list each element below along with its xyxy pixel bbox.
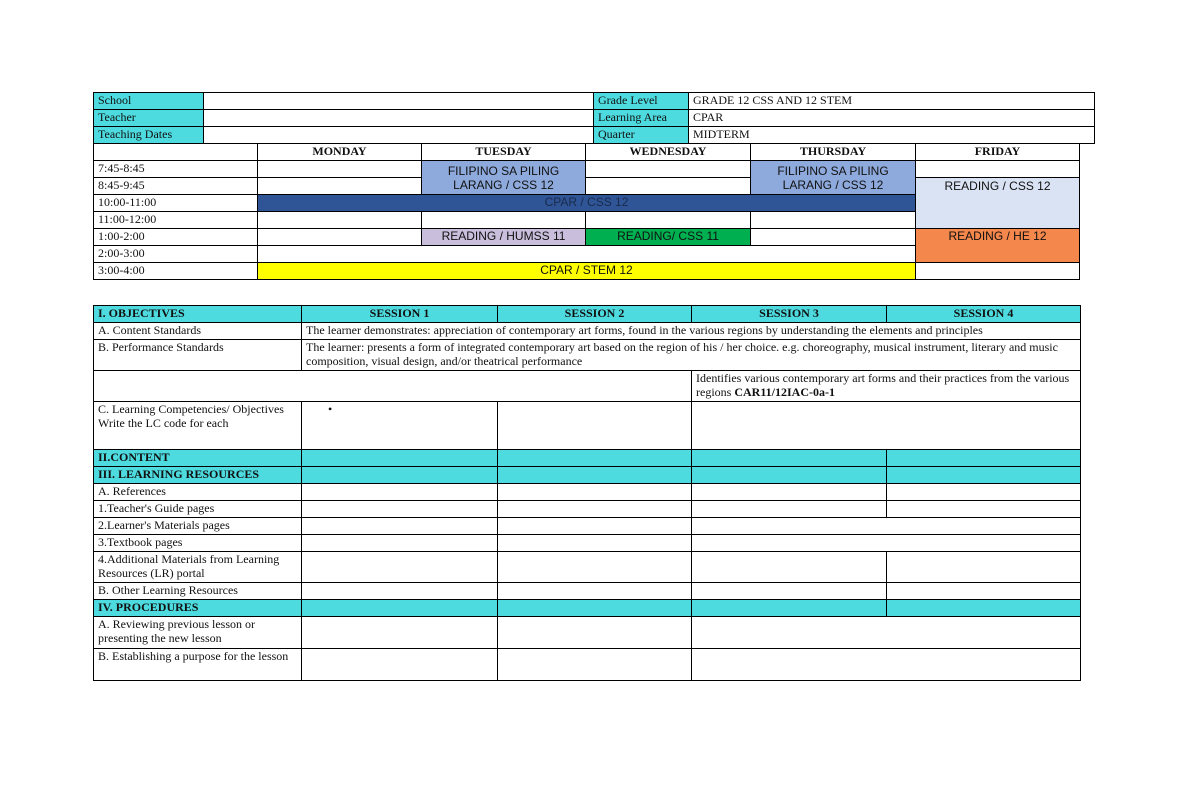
competency-description: Identifies various contemporary art forms and their practices from the various regions [696, 371, 1070, 399]
time-slot-2: 8:45-9:45 [94, 178, 258, 195]
schedule-cell [422, 212, 586, 229]
performance-standards-text[interactable]: The learner: presents a form of integrated contemporary art based on the region of his / her choice. e.g. choreography, musical instrument, literary and music composition, visual design, and/or theatrical performance [302, 340, 1081, 371]
teacher-field[interactable] [204, 110, 594, 127]
references-label: A. References [94, 484, 302, 501]
plan-cell[interactable] [498, 552, 692, 583]
textbook-label: 3.Textbook pages [94, 535, 302, 552]
lesson-plan-table [93, 305, 1081, 681]
objectives-header: I. OBJECTIVES [94, 306, 302, 323]
session-2-header: SESSION 2 [498, 306, 692, 323]
day-friday: FRIDAY [916, 144, 1080, 161]
learning-competencies-label: C. Learning Competencies/ Objectives Write the LC code for each [94, 402, 302, 450]
procedures-header: IV. PROCEDURES [94, 600, 302, 617]
time-slot-4: 11:00-12:00 [94, 212, 258, 229]
quarter-label: Quarter [594, 127, 689, 144]
competency-text[interactable] [692, 371, 1081, 402]
schedule-cell [916, 263, 1080, 280]
plan-cell[interactable] [302, 583, 498, 600]
day-tuesday: TUESDAY [422, 144, 586, 161]
class-reading-css12-friday: READING / CSS 12 [916, 178, 1080, 229]
class-reading-humss11: READING / HUMSS 11 [422, 229, 586, 246]
schedule-cell [586, 178, 751, 195]
schedule-corner [94, 144, 258, 161]
bullet: • [328, 402, 333, 416]
time-slot-6: 2:00-3:00 [94, 246, 258, 263]
schedule-cell [258, 246, 916, 263]
other-resources-label: B. Other Learning Resources [94, 583, 302, 600]
session-3-header: SESSION 3 [692, 306, 887, 323]
schedule-cell [258, 178, 422, 195]
plan-cell[interactable] [498, 583, 692, 600]
plan-cell[interactable] [302, 649, 498, 681]
session-1-header: SESSION 1 [302, 306, 498, 323]
plan-cell[interactable] [302, 552, 498, 583]
plan-cell[interactable] [887, 484, 1081, 501]
plan-cell[interactable] [498, 501, 692, 518]
cyan-cell [498, 467, 692, 484]
plan-cell[interactable] [498, 484, 692, 501]
school-field[interactable] [204, 93, 594, 110]
cyan-cell [498, 450, 692, 467]
learning-area-value[interactable]: CPAR [689, 110, 1095, 127]
cyan-cell [887, 450, 1081, 467]
plan-cell[interactable] [692, 649, 1081, 681]
plan-cell[interactable] [692, 583, 887, 600]
schedule-cell [751, 212, 916, 229]
cyan-cell [692, 467, 887, 484]
content-header: II.CONTENT [94, 450, 302, 467]
plan-cell[interactable] [692, 484, 887, 501]
plan-cell[interactable] [498, 649, 692, 681]
content-standards-text[interactable]: The learner demonstrates: appreciation of contemporary art forms, found in the various regions by understanding the elements and principles [302, 323, 1081, 340]
plan-cell[interactable] [692, 535, 1081, 552]
session-1-competency[interactable] [302, 402, 498, 450]
time-slot-3: 10:00-11:00 [94, 195, 258, 212]
class-reading-he12: READING / HE 12 [916, 229, 1080, 263]
cyan-cell [692, 450, 887, 467]
learners-materials-label: 2.Learner's Materials pages [94, 518, 302, 535]
competency-code: CAR11/12IAC-0a-1 [734, 385, 835, 399]
cyan-cell [302, 450, 498, 467]
day-wednesday: WEDNESDAY [586, 144, 751, 161]
day-thursday: THURSDAY [751, 144, 916, 161]
schedule-cell [258, 212, 422, 229]
cyan-cell [887, 600, 1081, 617]
plan-cell[interactable] [692, 518, 1081, 535]
cyan-cell [302, 467, 498, 484]
quarter-value[interactable]: MIDTERM [689, 127, 1095, 144]
plan-cell[interactable] [887, 501, 1081, 518]
competency-blank [94, 371, 692, 402]
session-4-header: SESSION 4 [887, 306, 1081, 323]
time-slot-5: 1:00-2:00 [94, 229, 258, 246]
time-slot-1: 7:45-8:45 [94, 161, 258, 178]
teacher-label: Teacher [94, 110, 204, 127]
plan-cell[interactable] [692, 552, 887, 583]
grade-level-value[interactable]: GRADE 12 CSS AND 12 STEM [689, 93, 1095, 110]
session-2-competency[interactable] [498, 402, 692, 450]
schedule-cell [258, 229, 422, 246]
content-standards-label: A. Content Standards [94, 323, 302, 340]
plan-cell[interactable] [302, 501, 498, 518]
cyan-cell [692, 600, 887, 617]
session-3-4-competency[interactable] [692, 402, 1081, 450]
cyan-cell [498, 600, 692, 617]
plan-cell[interactable] [302, 484, 498, 501]
header-table [93, 92, 1095, 144]
class-filipino-tuesday: FILIPINO SA PILING LARANG / CSS 12 [422, 161, 586, 195]
plan-cell[interactable] [692, 501, 887, 518]
additional-materials-label: 4.Additional Materials from Learning Resources (LR) portal [94, 552, 302, 583]
performance-standards-label: B. Performance Standards [94, 340, 302, 371]
schedule-cell [586, 212, 751, 229]
plan-cell[interactable] [887, 583, 1081, 600]
grade-level-label: Grade Level [594, 93, 689, 110]
plan-cell[interactable] [887, 552, 1081, 583]
class-reading-css11: READING/ CSS 11 [586, 229, 751, 246]
time-slot-7: 3:00-4:00 [94, 263, 258, 280]
plan-cell[interactable] [302, 535, 498, 552]
schedule-cell [586, 161, 751, 178]
plan-cell[interactable] [302, 518, 498, 535]
establishing-label: B. Establishing a purpose for the lesson [94, 649, 302, 681]
plan-cell[interactable] [498, 617, 692, 649]
day-monday: MONDAY [258, 144, 422, 161]
schedule-cell [258, 161, 422, 178]
teaching-dates-label: Teaching Dates [94, 127, 204, 144]
class-filipino-thursday: FILIPINO SA PILING LARANG / CSS 12 [751, 161, 916, 195]
class-cpar-stem12: CPAR / STEM 12 [258, 263, 916, 280]
plan-cell[interactable] [692, 617, 1081, 649]
schedule-table [93, 143, 1080, 280]
reviewing-label: A. Reviewing previous lesson or presenting the new lesson [94, 617, 302, 649]
teachers-guide-label: 1.Teacher's Guide pages [94, 501, 302, 518]
teaching-dates-field[interactable] [204, 127, 594, 144]
schedule-cell [751, 229, 916, 246]
school-label: School [94, 93, 204, 110]
learning-resources-header: III. LEARNING RESOURCES [94, 467, 302, 484]
cyan-cell [887, 467, 1081, 484]
plan-cell[interactable] [498, 518, 692, 535]
class-cpar-css12: CPAR / CSS 12 [258, 195, 916, 212]
plan-cell[interactable] [302, 617, 498, 649]
plan-cell[interactable] [498, 535, 692, 552]
cyan-cell [302, 600, 498, 617]
schedule-cell [916, 161, 1080, 178]
learning-area-label: Learning Area [594, 110, 689, 127]
